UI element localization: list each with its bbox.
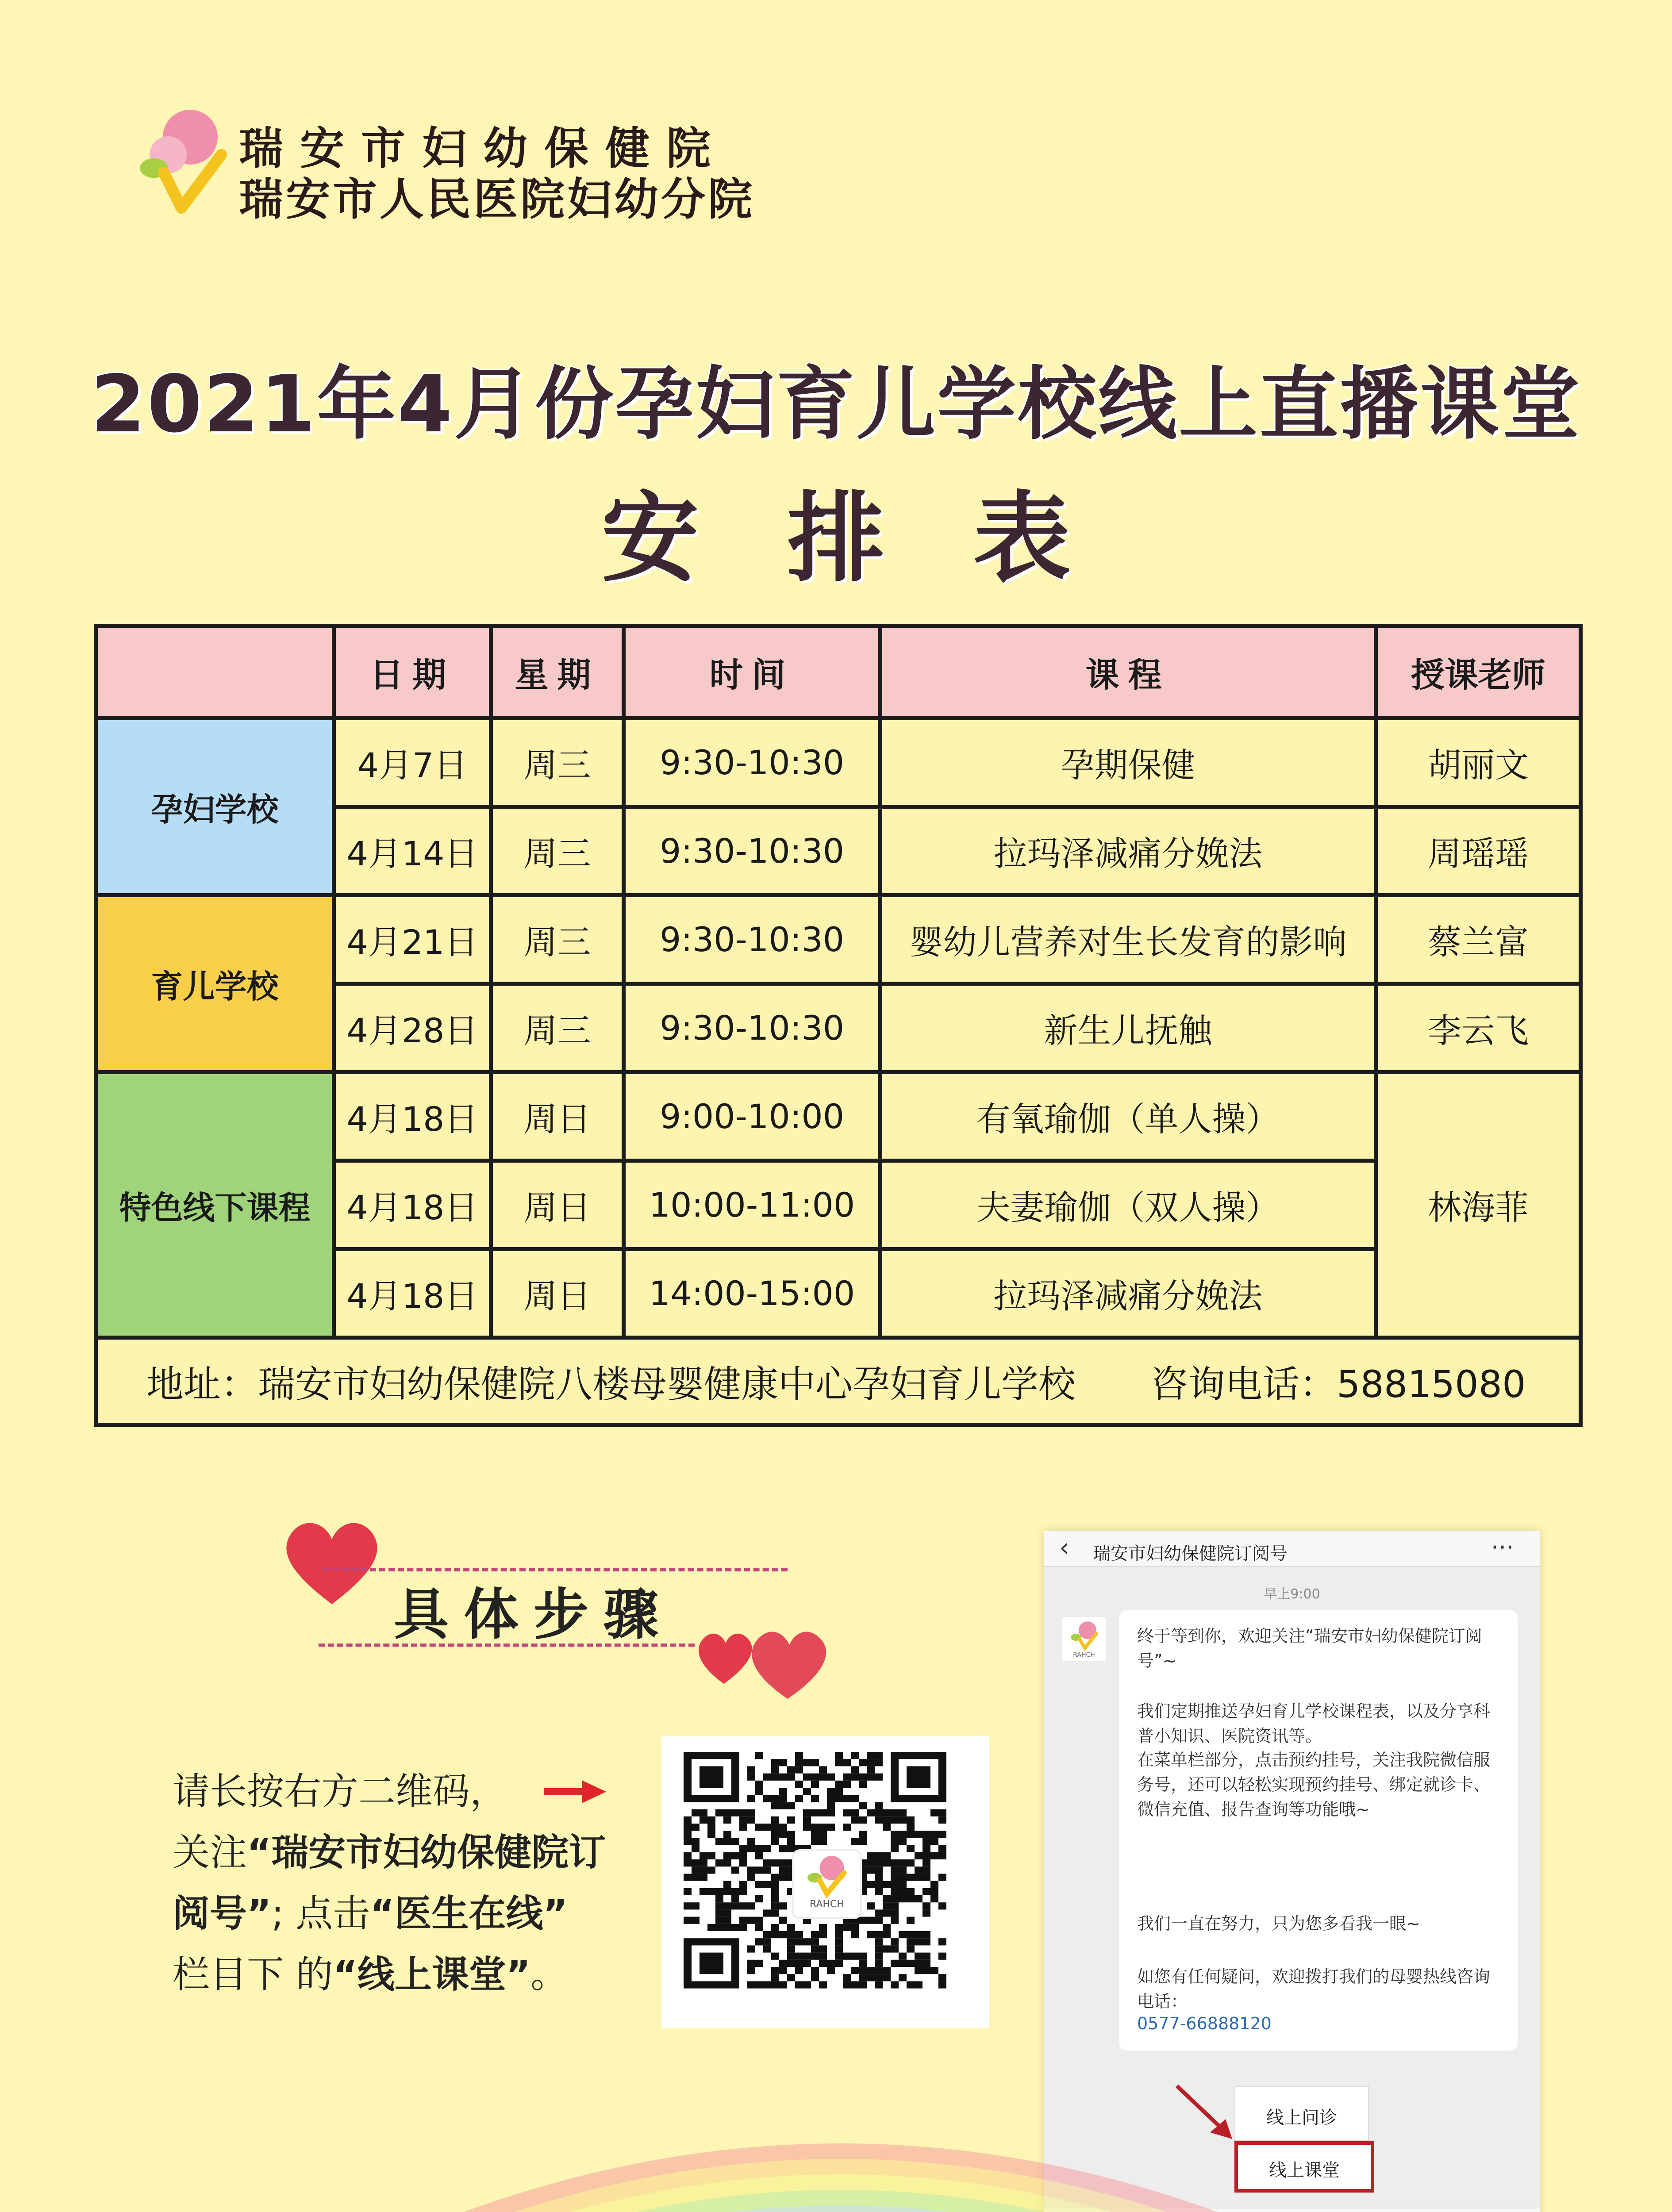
- cell-time: 14:00-15:00: [624, 1249, 880, 1338]
- header-teacher: 授课老师: [1376, 626, 1581, 718]
- steps-title: 具体步骤: [394, 1583, 674, 1647]
- back-icon[interactable]: ‹: [1059, 1533, 1069, 1562]
- group-label: 特色线下课程: [96, 1072, 334, 1338]
- cell-date: 4月21日: [334, 895, 491, 984]
- menu-item-online-consult[interactable]: 线上问诊: [1234, 2086, 1369, 2141]
- org-name-line2: 瑞安市人民医院妇幼分院: [239, 173, 755, 225]
- hospital-logo: [133, 106, 234, 221]
- group-label: 育儿学校: [96, 895, 334, 1072]
- cell-weekday: 周三: [491, 895, 624, 984]
- instruction-line: 阅号”; 点击“医生在线”: [173, 1892, 568, 1935]
- message-time: 早上9:00: [1264, 1586, 1320, 1602]
- page-subtitle: 安排表: [601, 482, 1159, 595]
- phone-nav-bar: [1044, 1531, 1540, 1567]
- table-row: [96, 718, 1581, 807]
- address-text: 地址：瑞安市妇幼保健院八楼母婴健康中心孕妇育儿学校: [146, 1362, 1076, 1406]
- logo-icon: [1062, 1617, 1106, 1652]
- hearts-icon: [690, 1610, 832, 1708]
- cell-date: 4月28日: [334, 984, 491, 1072]
- cell-time: 9:30-10:30: [624, 807, 880, 895]
- cell-course: 拉玛泽减痛分娩法: [880, 1249, 1376, 1338]
- cell-time: 9:00-10:00: [624, 1072, 880, 1161]
- rainbow: [88, 2157, 1593, 2212]
- table-header-row: [96, 626, 1581, 718]
- header-time: 时间: [624, 626, 880, 718]
- header-group: [96, 626, 334, 718]
- cell-weekday: 周日: [491, 1249, 624, 1338]
- instruction-line: 请长按右方二维码，: [173, 1770, 507, 1813]
- cell-date: 4月14日: [334, 807, 491, 895]
- page-title: 2021年4月份孕妇育儿学校线上直播课堂: [90, 358, 1582, 450]
- cell-time: 10:00-11:00: [624, 1161, 880, 1249]
- cell-course: 婴幼儿营养对生长发育的影响: [880, 895, 1376, 984]
- cell-weekday: 周三: [491, 984, 624, 1072]
- message-paragraph: 终于等到你，欢迎关注“瑞安市妇幼保健院订阅号”~: [1137, 1626, 1482, 1671]
- cell-weekday: 周日: [491, 1072, 624, 1161]
- cell-course: 有氧瑜伽（单人操）: [880, 1072, 1376, 1161]
- qr-center-logo: [792, 1849, 862, 1919]
- schedule-table: [94, 624, 1583, 1427]
- message-paragraph: 我们定期推送孕妇育儿学校课程表，以及分享科普小知识、医院资讯等。: [1137, 1701, 1491, 1746]
- cell-course: 孕期保健: [880, 718, 1376, 807]
- table-row: [96, 895, 1581, 984]
- cell-weekday: 周三: [491, 718, 624, 807]
- phone-text: 咨询电话：58815080: [1151, 1362, 1526, 1406]
- cell-teacher: 胡丽文: [1376, 718, 1581, 807]
- cell-date: 4月18日: [334, 1161, 491, 1249]
- cell-time: 9:30-10:30: [624, 895, 880, 984]
- avatar: [1062, 1617, 1106, 1661]
- cell-teacher: 蔡兰富: [1376, 895, 1581, 984]
- message-paragraph: 如您有任何疑问，欢迎拨打我们的母婴热线咨询电话：: [1137, 1967, 1491, 2011]
- message-paragraph: 我们一直在努力，只为您多看我一眼~: [1137, 1914, 1420, 1933]
- org-name-line1: 瑞安市妇幼保健院: [239, 122, 727, 174]
- cell-time: 9:30-10:30: [624, 718, 880, 807]
- cell-weekday: 周日: [491, 1161, 624, 1249]
- cell-date: 4月18日: [334, 1249, 491, 1338]
- more-icon[interactable]: ···: [1491, 1533, 1514, 1561]
- table-footer-row: [96, 1338, 1581, 1425]
- logo-icon: [794, 1851, 860, 1900]
- group-label: 孕妇学校: [96, 718, 334, 895]
- cell-teacher: 周瑶瑶: [1376, 807, 1581, 895]
- divider: [319, 1644, 695, 1647]
- message-paragraph: 在菜单栏部分，点击预约挂号，关注我院微信服务号，还可以轻松实现预约挂号、绑定就诊卡、微信充值、报告查询等功能哦~: [1137, 1750, 1491, 1819]
- header-course: 课程: [880, 626, 1376, 718]
- qr-badge-text: RAHCH: [810, 1899, 844, 1910]
- cell-date: 4月18日: [334, 1072, 491, 1161]
- menu-item-online-class[interactable]: 线上课堂: [1234, 2141, 1374, 2193]
- header-weekday: 星期: [491, 626, 624, 718]
- avatar-text: RAHCH: [1073, 1651, 1095, 1659]
- cell-course: 新生儿抚触: [880, 984, 1376, 1072]
- cell-course: 拉玛泽减痛分娩法: [880, 807, 1376, 895]
- heart-icon: [279, 1513, 385, 1610]
- footer-cell: [96, 1338, 1581, 1425]
- scenery-illustration: [0, 1947, 1672, 2212]
- table-row: [96, 1072, 1581, 1161]
- hotline-link[interactable]: 0577-66888120: [1137, 2014, 1272, 2033]
- cell-time: 9:30-10:30: [624, 984, 880, 1072]
- instruction-line: 关注“瑞安市妇幼保健院订: [173, 1831, 606, 1874]
- header-date: 日期: [334, 626, 491, 718]
- arrow-right-icon: [544, 1778, 606, 1805]
- instruction-line: 栏目下 的“线上课堂”。: [173, 1953, 568, 1996]
- cell-course: 夫妻瑜伽（双人操）: [880, 1161, 1376, 1249]
- cell-teacher: 李云飞: [1376, 984, 1581, 1072]
- cell-weekday: 周三: [491, 807, 624, 895]
- phone-title: 瑞安市妇幼保健院订阅号: [1093, 1544, 1288, 1564]
- cell-teacher: 林海菲: [1376, 1072, 1581, 1338]
- cell-date: 4月7日: [334, 718, 491, 807]
